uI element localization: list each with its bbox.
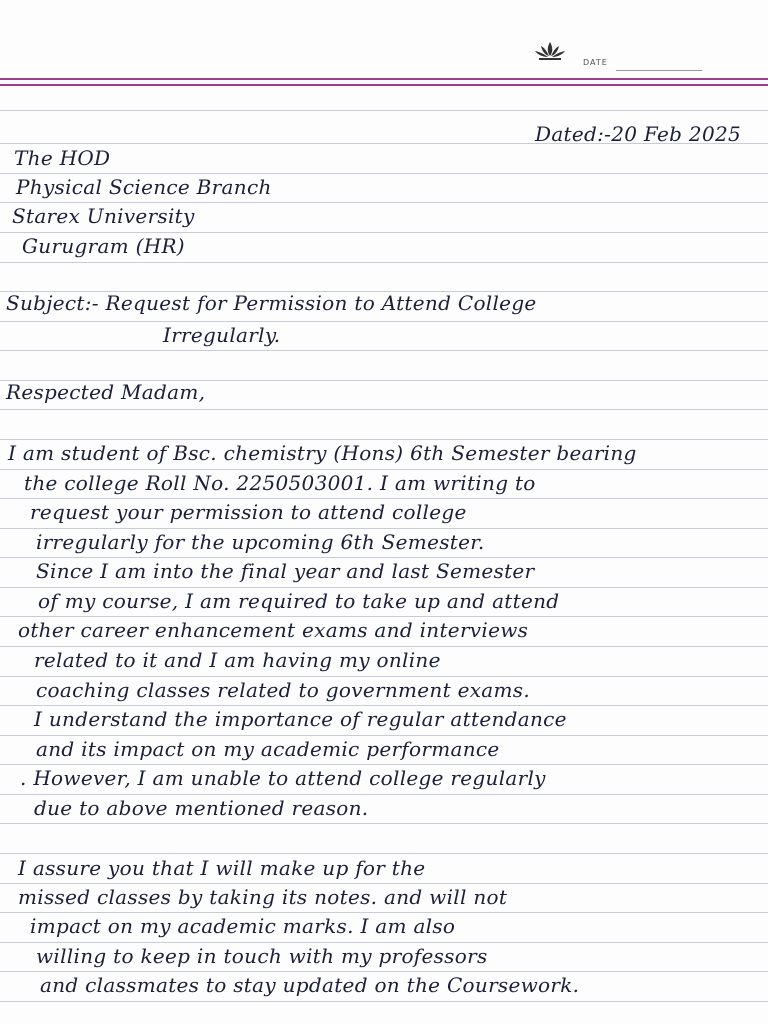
date-label: DATE [583, 58, 608, 67]
ruled-line [0, 735, 768, 736]
ruled-line [0, 912, 768, 913]
ruled-line [0, 676, 768, 677]
lotus-logo-icon [533, 40, 567, 62]
ruled-line [0, 883, 768, 884]
ruled-line [0, 110, 768, 111]
ruled-line [0, 616, 768, 617]
ruled-line [0, 202, 768, 203]
ruled-line [0, 262, 768, 263]
body-line: . However, I am unable to attend college regularly [20, 766, 546, 790]
ruled-line [0, 764, 768, 765]
ruled-line [0, 1001, 768, 1002]
ruled-line [0, 705, 768, 706]
page-top-rule-2 [0, 84, 768, 86]
ruled-line [0, 439, 768, 440]
body-line: the college Roll No. 2250503001. I am writing to [24, 471, 536, 495]
body-line: I assure you that I will make up for the [18, 856, 426, 880]
ruled-line [0, 321, 768, 322]
body-line: Since I am into the final year and last Semester [36, 559, 535, 583]
salutation: Respected Madam, [6, 380, 206, 404]
body-line: willing to keep in touch with my professors [36, 944, 488, 968]
ruled-line [0, 557, 768, 558]
letter-date: Dated:-20 Feb 2025 [535, 122, 742, 146]
body-line: impact on my academic marks. I am also [30, 914, 456, 938]
body-line: coaching classes related to government exams. [36, 678, 530, 702]
recipient-line: Gurugram (HR) [22, 234, 185, 258]
page-top-rule [0, 78, 768, 80]
body-line: other career enhancement exams and interviews [18, 618, 529, 642]
body-line: of my course, I am required to take up and attend [38, 589, 560, 613]
body-line: I understand the importance of regular attendance [34, 707, 567, 731]
body-line: request your permission to attend college [30, 500, 467, 524]
ruled-line [0, 469, 768, 470]
body-line: missed classes by taking its notes. and will not [18, 885, 508, 909]
recipient-line: The HOD [14, 146, 111, 170]
date-line [616, 70, 702, 71]
body-line: related to it and I am having my online [34, 648, 441, 672]
ruled-line [0, 232, 768, 233]
ruled-line [0, 173, 768, 174]
body-line: irregularly for the upcoming 6th Semester. [36, 530, 485, 554]
recipient-line: Physical Science Branch [16, 175, 272, 199]
ruled-line [0, 528, 768, 529]
subject-line-continued: Irregularly. [163, 323, 281, 347]
body-line: and its impact on my academic performance [36, 737, 500, 761]
body-line: I am student of Bsc. chemistry (Hons) 6th Semester bearing [8, 441, 637, 465]
ruled-line [0, 853, 768, 854]
ruled-line [0, 587, 768, 588]
ruled-line [0, 498, 768, 499]
subject-line: Subject:- Request for Permission to Attend College [6, 291, 537, 315]
ruled-line [0, 794, 768, 795]
ruled-line [0, 971, 768, 972]
body-line: due to above mentioned reason. [34, 796, 369, 820]
recipient-line: Starex University [12, 204, 195, 228]
ruled-line [0, 823, 768, 824]
ruled-line [0, 942, 768, 943]
ruled-line [0, 350, 768, 351]
body-line: and classmates to stay updated on the Coursework. [40, 973, 580, 997]
ruled-line [0, 646, 768, 647]
ruled-line [0, 409, 768, 410]
